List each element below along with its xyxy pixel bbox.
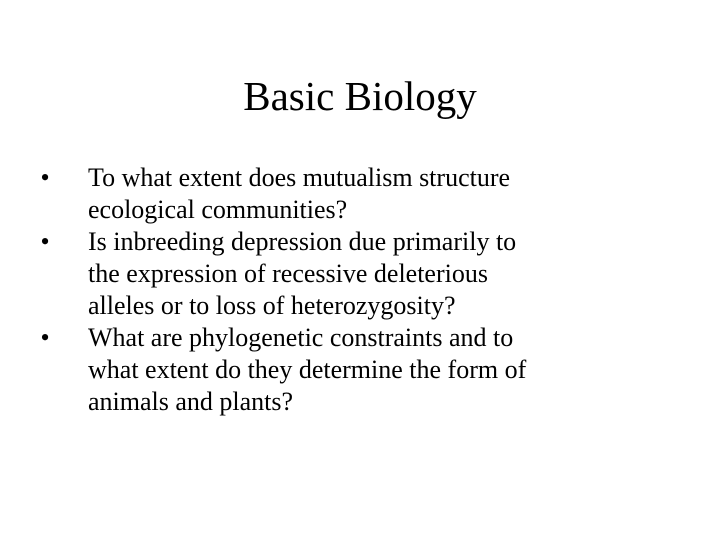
- bullet-1-line-1: To what extent does mutualism structure: [88, 163, 511, 192]
- bullet-icon: •: [40, 227, 50, 256]
- bullet-list: [30, 162, 680, 418]
- bullet-2-line-1: Is inbreeding depression due primarily to: [88, 227, 517, 256]
- bullet-icon: •: [40, 163, 50, 192]
- bullet-3-line-3: animals and plants?: [88, 387, 294, 416]
- bullet-icon: •: [40, 323, 50, 352]
- bullet-2-line-2: the expression of recessive deleterious: [88, 259, 488, 288]
- bullet-item-1: [30, 162, 680, 226]
- bullet-2-line-3: alleles or to loss of heterozygosity?: [88, 291, 456, 320]
- slide-title: Basic Biology: [243, 73, 477, 119]
- bullet-item-2: [30, 226, 680, 322]
- bullet-item-3: [30, 322, 680, 418]
- bullet-3-line-1: What are phylogenetic constraints and to: [88, 323, 514, 352]
- bullet-3-line-2: what extent do they determine the form of: [88, 355, 527, 384]
- bullet-1-line-2: ecological communities?: [88, 195, 348, 224]
